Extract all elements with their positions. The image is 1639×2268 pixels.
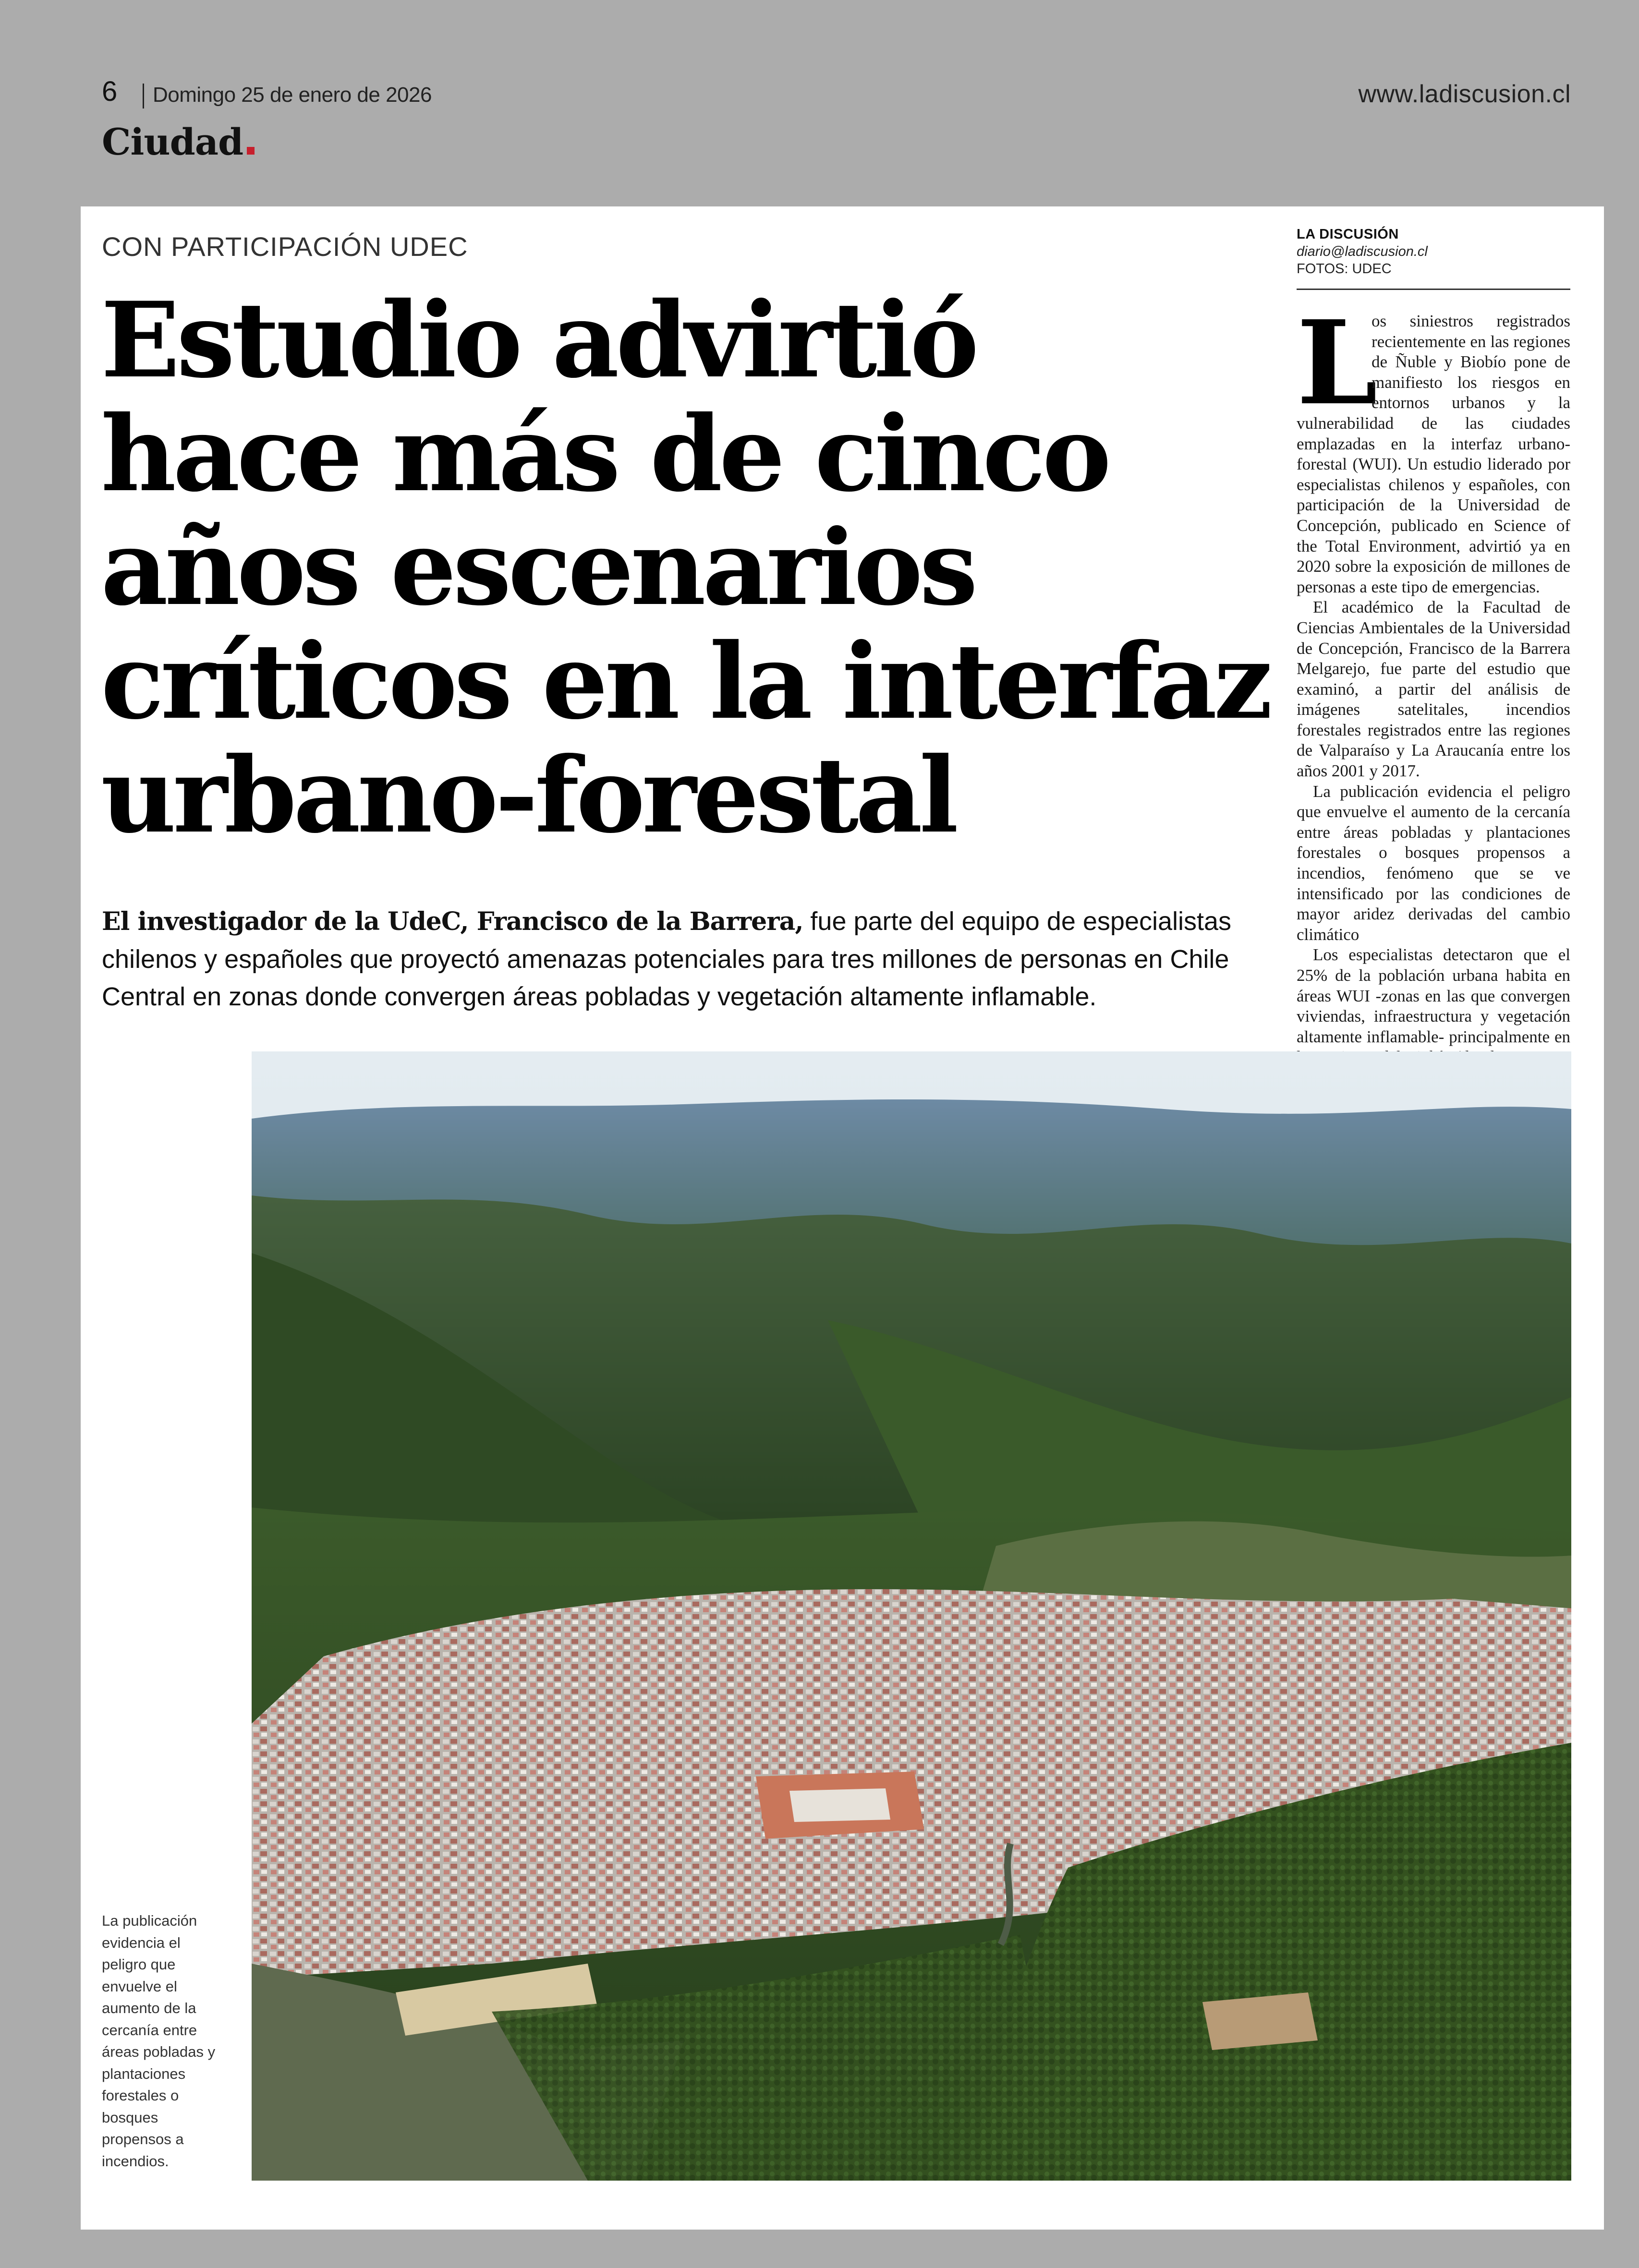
article-kicker: CON PARTICIPACIÓN UDEC (102, 231, 468, 262)
website-url[interactable]: www.ladiscusion.cl (1358, 80, 1571, 108)
body-paragraph: El académico de la Facultad de Ciencias Ambientales de la Universidad de Concepción, Francisco de la Barrera Melgarejo, fue parte del estudio que examinó, a partir del análisis de imágenes satelitales, incendios forestales registrados entre las regiones de Valparaíso y La Araucanía entre los años 2001 y 2017. (1297, 598, 1570, 781)
byline-photo-credit: FOTOS: UDEC (1297, 261, 1392, 277)
byline (1297, 226, 1570, 277)
byline-divider (1297, 289, 1570, 290)
section-accent-dot (247, 147, 255, 155)
article-standfirst (102, 903, 1274, 1015)
standfirst-lead: El investigador de la UdeC, Francisco de la Barrera, (102, 907, 803, 936)
section-label: Ciudad (102, 121, 243, 163)
header-divider (143, 84, 144, 109)
drop-cap: L (1297, 295, 1378, 431)
body-paragraph: La publicación evidencia el peligro que envuelve el aumento de la cercanía entre áreas pobladas y plantaciones forestales o bosques propensos a incendios, fenómeno que se ve intensificado por las condiciones de mayor aridez derivadas del cambio climático (1297, 782, 1570, 944)
headline-line: urbano-forestal (101, 734, 956, 856)
headline-line: hace más de cinco (101, 393, 1108, 515)
article-body (1297, 295, 1570, 1046)
aerial-photo-illustration (252, 1051, 1571, 2181)
photo-caption: La publicación evidencia el peligro que envuelve el aumento de la cercanía entre áreas pobladas y plantaciones forestales o bosques propensos a incendios. (102, 1912, 216, 2170)
section-title (102, 121, 255, 163)
byline-author: LA DISCUSIÓN (1297, 227, 1399, 242)
byline-email[interactable]: diario@ladiscusion.cl (1297, 244, 1428, 259)
headline-line: Estudio advirtió (101, 279, 976, 401)
body-paragraph: Los especialistas detectaron que el 25% de la población urbana habita en áreas WUI -zonas en las que convergen viviendas, infraestructura y vegetación altamente inflamable- principalmente en (1297, 945, 1570, 1046)
standfirst-text: fue parte del equipo de especialistas chilenos y españoles que proyectó amenazas potenciales para tres millones de personas en Chile Central en zonas donde convergen áreas pobladas y vegetación altamente inflamable. (102, 907, 1232, 1011)
article-headline (101, 279, 1287, 856)
aerial-town-photo (252, 1051, 1571, 2181)
headline-line: críticos en la interfaz (101, 620, 1270, 742)
page-number: 6 (102, 76, 118, 107)
edition-date: Domingo 25 de enero de 2026 (153, 83, 432, 107)
body-paragraph: os siniestros registrados recientemente en las regiones de Ñuble y Biobío pone de manifiesto los riesgos en entornos urbanos y la vulnerabilidad de las ciudades emplazadas en la interfaz urbano-forestal (WUI). Un estudio liderado por especialistas chilenos y españoles, con participación de la Universidad de Concepción, publicado en Science of the Total Environment, advirtió ya en 2020 sobre la exposición de millones de personas a este tipo de emergencias. (1297, 312, 1570, 596)
headline-line: años escenarios (101, 507, 975, 628)
